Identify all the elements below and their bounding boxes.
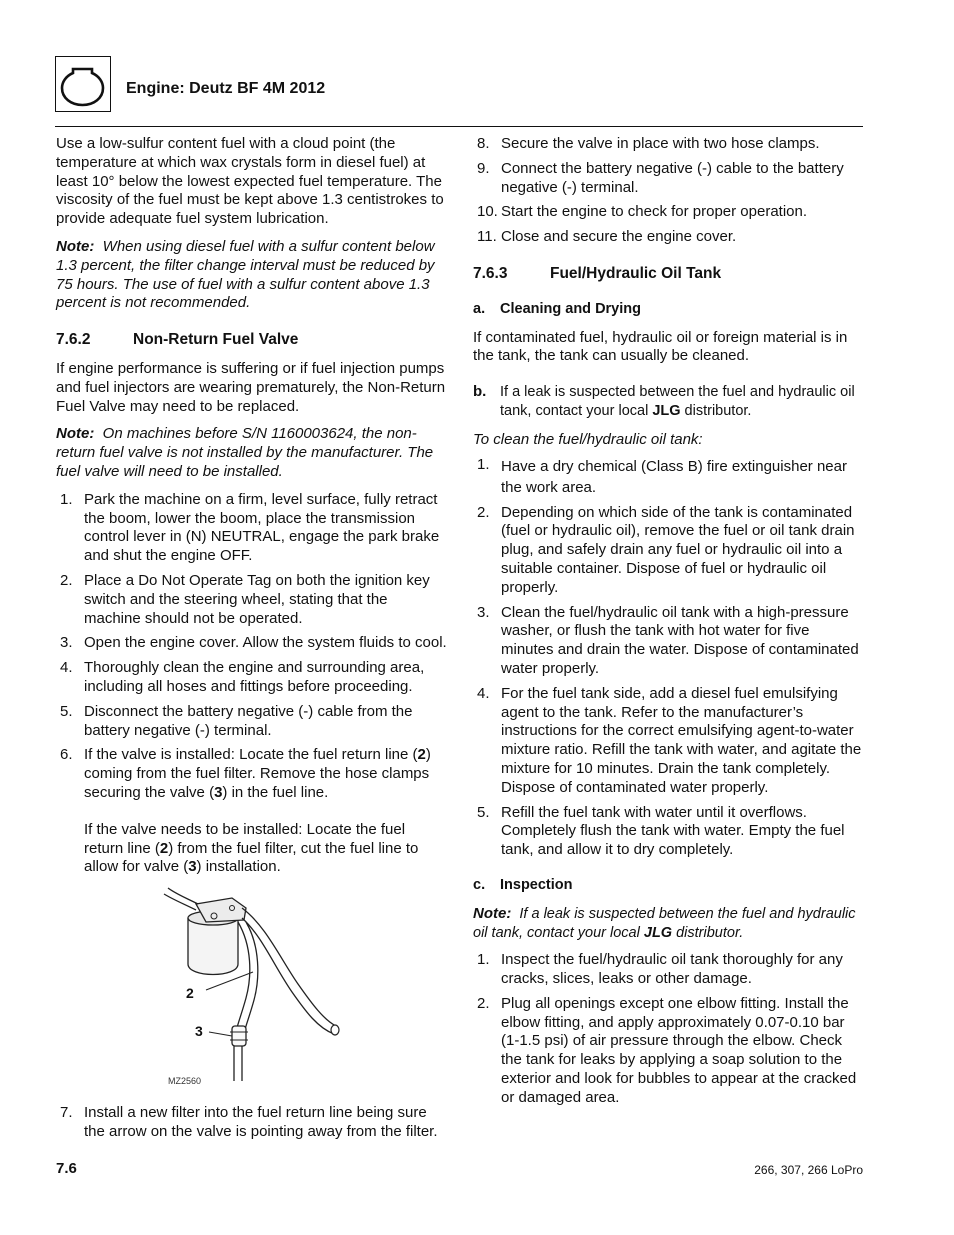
note-label: Note: [56, 237, 95, 255]
list-item [473, 604, 865, 679]
subsection-title: Inspection [500, 876, 573, 893]
step-text: Refill the fuel tank with water until it overflows. Completely flush the tank with water. Empty the fuel tank, and allow it to dry completely. [501, 803, 845, 859]
section-number: 7.6.2 [56, 331, 91, 349]
list-item [473, 160, 865, 198]
list-item [473, 951, 865, 989]
brand-name: JLG [652, 402, 681, 419]
step-text: Thoroughly clean the engine and surrounding area, including all hoses and fittings before proceeding. [84, 659, 425, 695]
valve-steps-list-right [473, 135, 865, 247]
list-item [473, 804, 865, 860]
step-number: 1. [477, 951, 490, 969]
list-item [473, 456, 865, 498]
list-item [56, 634, 448, 653]
list-item [56, 659, 448, 697]
step-text: Open the engine cover. Allow the system fluids to cool. [84, 634, 447, 652]
callout-label-2: 2 [186, 985, 194, 1002]
step-number: 4. [477, 684, 490, 702]
brand-name: JLG [643, 924, 673, 941]
intro-paragraph: Use a low-sulfur content fuel with a cloud point (the temperature at which wax crystals form in diesel fuel) at least 10° below the lowest expected fuel temperature. The viscosity of the fuel must be kept above 1.3 centistrokes to provide adequate fuel system lubrication. [56, 135, 444, 228]
list-item [56, 572, 448, 628]
note-text: When using diesel fuel with a sulfur content below 1.3 percent, the filter change interval must be reduced by 75 hours. The use of fuel with a sulfur content above 1.3 percent is not recommended. [56, 237, 435, 312]
step-text: Connect the battery negative (-) cable to the battery negative (-) terminal. [501, 159, 844, 196]
header-divider [55, 126, 863, 127]
step-text: Inspect the fuel/hydraulic oil tank thoroughly for any cracks, slices, leaks or other damage. [501, 951, 843, 988]
fuel-filter-illustration [56, 886, 448, 1098]
section-title: Fuel/Hydraulic Oil Tank [550, 264, 722, 282]
valve-steps-list [56, 491, 448, 877]
subsection-cleaning-drying [473, 300, 865, 319]
step-number: 7. [60, 1104, 73, 1122]
text-run: distributor. [672, 924, 744, 941]
left-column [56, 135, 448, 1151]
step-text: Clean the fuel/hydraulic oil tank with a high-pressure washer, or flush the tank with hot water for five minutes and drain the water. Dispose of contaminated water properly. [501, 603, 859, 677]
list-item [56, 703, 448, 741]
list-item [473, 135, 865, 154]
step-number: 10. [477, 203, 498, 221]
page-header-title: Engine: Deutz BF 4M 2012 [126, 80, 326, 97]
step-number: 4. [60, 659, 73, 677]
note-text: On machines before S/N 1160003624, the non-return fuel valve is not installed by the manufacturer. The fuel valve will need to be installed. [56, 425, 434, 480]
step-number: 11. [477, 228, 497, 246]
text-run: ) installation. [196, 858, 281, 876]
text-run: ) in the fuel line. [222, 783, 329, 801]
step-number: 9. [477, 159, 490, 177]
text-run: distributor. [680, 402, 752, 419]
step-number: 6. [60, 746, 73, 764]
step-text: Close and secure the engine cover. [501, 228, 737, 246]
cleaning-procedure-intro: To clean the fuel/hydraulic oil tank: [473, 430, 703, 448]
step-text: Start the engine to check for proper operation. [501, 203, 808, 221]
step-number: 2. [60, 571, 73, 589]
note-sulfur [56, 238, 448, 313]
subsection-title: Cleaning and Drying [500, 300, 641, 317]
cleaning-intro-paragraph: If contaminated fuel, hydraulic oil or foreign material is in the tank, the tank can usually be cleaned. [473, 328, 848, 365]
note-inspection [473, 905, 865, 943]
section-title: Non-Return Fuel Valve [133, 331, 299, 349]
text-run: If a leak is suspected between the fuel and hydraulic oil tank, contact your local [500, 384, 855, 419]
list-item [56, 1104, 448, 1142]
valve-steps-list-continued [56, 1104, 448, 1142]
subsection-inspection [473, 876, 865, 895]
callout-ref: 3 [214, 783, 223, 801]
step-text: Park the machine on a firm, level surface, fully retract the boom, lower the boom, place the transmission control lever in (N) NEUTRAL, engage the park brake and shut the engine OFF. [84, 490, 440, 565]
step-number: 3. [477, 603, 490, 621]
list-item [473, 995, 865, 1108]
valve-intro-paragraph: If engine performance is suffering or if fuel injection pumps and fuel injectors are wearing prematurely, the Non-Return Fuel Valve may need to be replaced. [56, 359, 446, 415]
step-number: 3. [60, 634, 73, 652]
engine-icon [55, 56, 111, 112]
text-run: If the valve needs to be installed: Locate the fuel return line ( [84, 820, 406, 857]
step-text: For the fuel tank side, add a diesel fuel emulsifying agent to the tank. Refer to the manufacturer’s instructions for the correct emulsifying agent-to-water mixture ratio. Refill the tank with water, and agitate the mixture for 10 minutes. Drain the tank completely. Dispose of contaminated water properly. [501, 684, 862, 796]
step-text: Disconnect the battery negative (-) cable from the battery negative (-) terminal. [84, 702, 413, 739]
cleaning-steps-list [473, 456, 865, 860]
step-text: Place a Do Not Operate Tag on both the ignition key switch and the steering wheel, stating that the machine should not be operated. [84, 571, 430, 627]
note-label: Note: [56, 425, 95, 443]
section-number: 7.6.3 [473, 264, 508, 282]
callout-label-3: 3 [195, 1023, 203, 1040]
page-number: 7.6 [56, 1160, 77, 1177]
step-number: 2. [477, 994, 490, 1012]
callout-ref: 2 [159, 839, 169, 857]
text-run: ) from the fuel filter, cut the fuel line to allow for valve ( [84, 839, 419, 876]
step-number: 5. [60, 702, 73, 720]
text-run: ) coming from the fuel filter. Remove the hose clamps securing the valve ( [84, 746, 431, 801]
paragraph-text [500, 383, 865, 421]
callout-ref: 2 [417, 746, 426, 764]
inspection-steps-list [473, 951, 865, 1107]
fuel-valve-figure [56, 886, 448, 1098]
step-text: Plug all openings except one elbow fitting. Install the elbow fitting, and apply approximately 0.07-0.10 bar (1-1.5 psi) of air pressure through the elbow. Check the tank for leaks by applying a soap solution to the exterior and look for bubbles to appear at the cracked or damaged area. [501, 994, 857, 1106]
list-item [473, 504, 865, 598]
step-number: 5. [477, 803, 490, 821]
step-text: Have a dry chemical (Class B) fire extinguisher near the work area. [501, 457, 847, 496]
note-label: Note: [473, 904, 512, 922]
text-run: If the valve is installed: Locate the fuel return line ( [84, 746, 418, 764]
list-item [56, 746, 448, 877]
list-item [473, 228, 865, 247]
leak-paragraph [473, 383, 865, 421]
list-item [473, 203, 865, 222]
step-number: 8. [477, 135, 490, 152]
note-serial-number [56, 425, 448, 481]
list-item [56, 491, 448, 566]
step-text: Install a new filter into the fuel return line being sure the arrow on the valve is pointing away from the filter. [84, 1104, 438, 1140]
section-heading-7-6-3 [473, 265, 865, 284]
step-text [84, 746, 448, 877]
figure-code: MZ2560 [168, 1076, 202, 1087]
paragraph-letter: b. [473, 383, 487, 401]
step-text: Depending on which side of the tank is contaminated (fuel or hydraulic oil), remove the fuel or oil tank drain plug, and safely drain any fuel or hydraulic oil into a suitable container. Dispose of fuel or hydraulic oil properly. [501, 503, 855, 596]
model-list: 266, 307, 266 LoPro [754, 1163, 863, 1177]
section-heading-7-6-2 [56, 331, 448, 350]
step-text: Secure the valve in place with two hose clamps. [501, 135, 820, 152]
text-run: If a leak is suspected between the fuel and hydraulic oil tank, contact your local [473, 905, 856, 941]
list-item [473, 685, 865, 798]
step-number: 1. [477, 455, 490, 473]
step-number: 2. [477, 503, 490, 521]
subsection-letter: c. [473, 876, 486, 893]
step-number: 1. [60, 490, 73, 508]
subsection-letter: a. [473, 300, 486, 317]
callout-ref: 3 [188, 858, 197, 876]
right-column [473, 135, 865, 1117]
